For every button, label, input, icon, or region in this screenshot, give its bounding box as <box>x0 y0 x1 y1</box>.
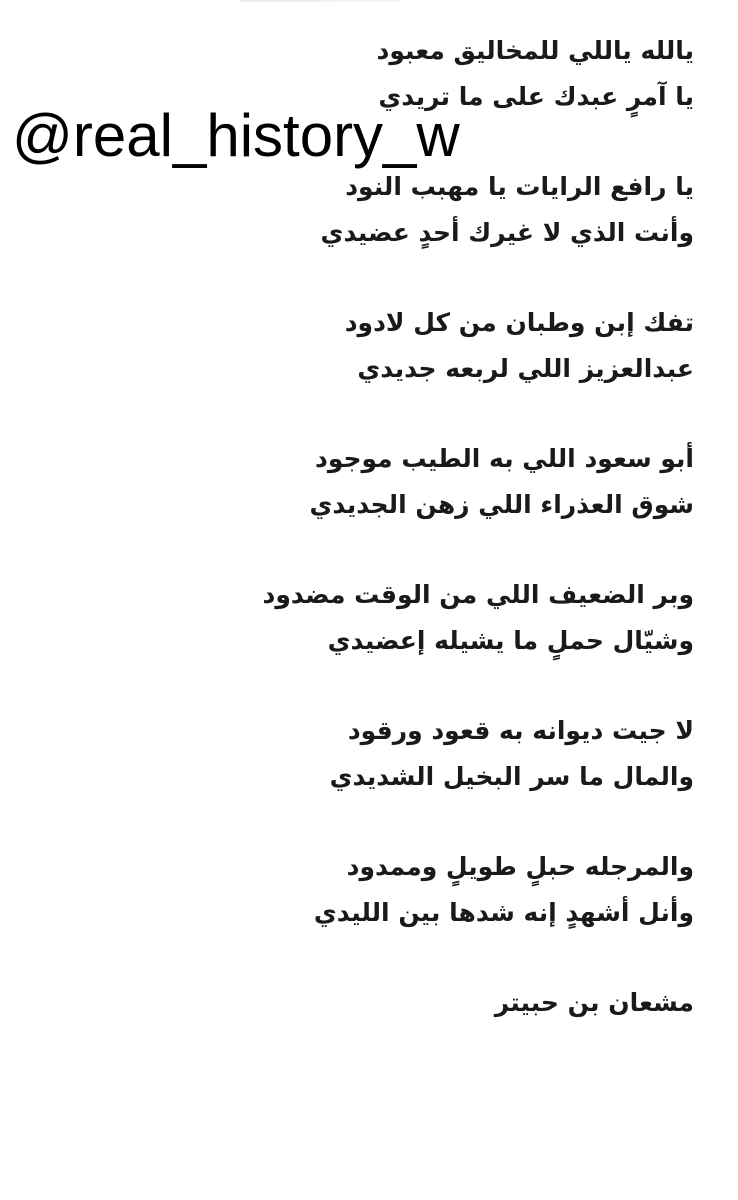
poem-line: يا آمرٍ عبدك على ما تريدي <box>378 82 694 111</box>
poem-line: تفك إبن وطبان من كل لادود <box>344 308 694 337</box>
poem-line: وأنل أشهدٍ إنه شدها بين الليدي <box>313 898 694 927</box>
poem-line: عبدالعزيز اللي لربعه جديدي <box>357 354 694 383</box>
poem-line: أبو سعود اللي به الطيب موجود <box>314 444 694 473</box>
stanza <box>194 164 694 256</box>
poem-line: لا جيت ديوانه به قعود ورقود <box>347 716 694 745</box>
watermark-handle: @real_history_w <box>12 102 460 169</box>
stanza <box>194 844 694 936</box>
stanza <box>194 436 694 528</box>
poem-line: وشيّال حملٍ ما يشيله إعضيدي <box>327 626 694 655</box>
cropped-text-fragment <box>240 0 400 2</box>
stanza <box>194 300 694 392</box>
poem-line: والمال ما سر البخيل الشديدي <box>329 762 694 791</box>
poem-line: وبر الضعيف اللي من الوقت مضدود <box>262 580 694 609</box>
poem-line: شوق العذراء اللي زهن الجديدي <box>309 490 694 519</box>
poem-line: يا رافع الرايات يا مهبب النود <box>345 172 694 201</box>
poet-name: مشعان بن حبيتر <box>494 988 694 1017</box>
poem-line: يالله ياللي للمخاليق معبود <box>376 36 694 65</box>
poem-line: والمرجله حبلٍ طويلٍ وممدود <box>346 852 694 881</box>
stanza <box>194 708 694 800</box>
poem-body <box>194 28 694 1026</box>
stanza <box>194 572 694 664</box>
poem-line: وأنت الذي لا غيرك أحدٍ عضيدي <box>320 218 694 247</box>
